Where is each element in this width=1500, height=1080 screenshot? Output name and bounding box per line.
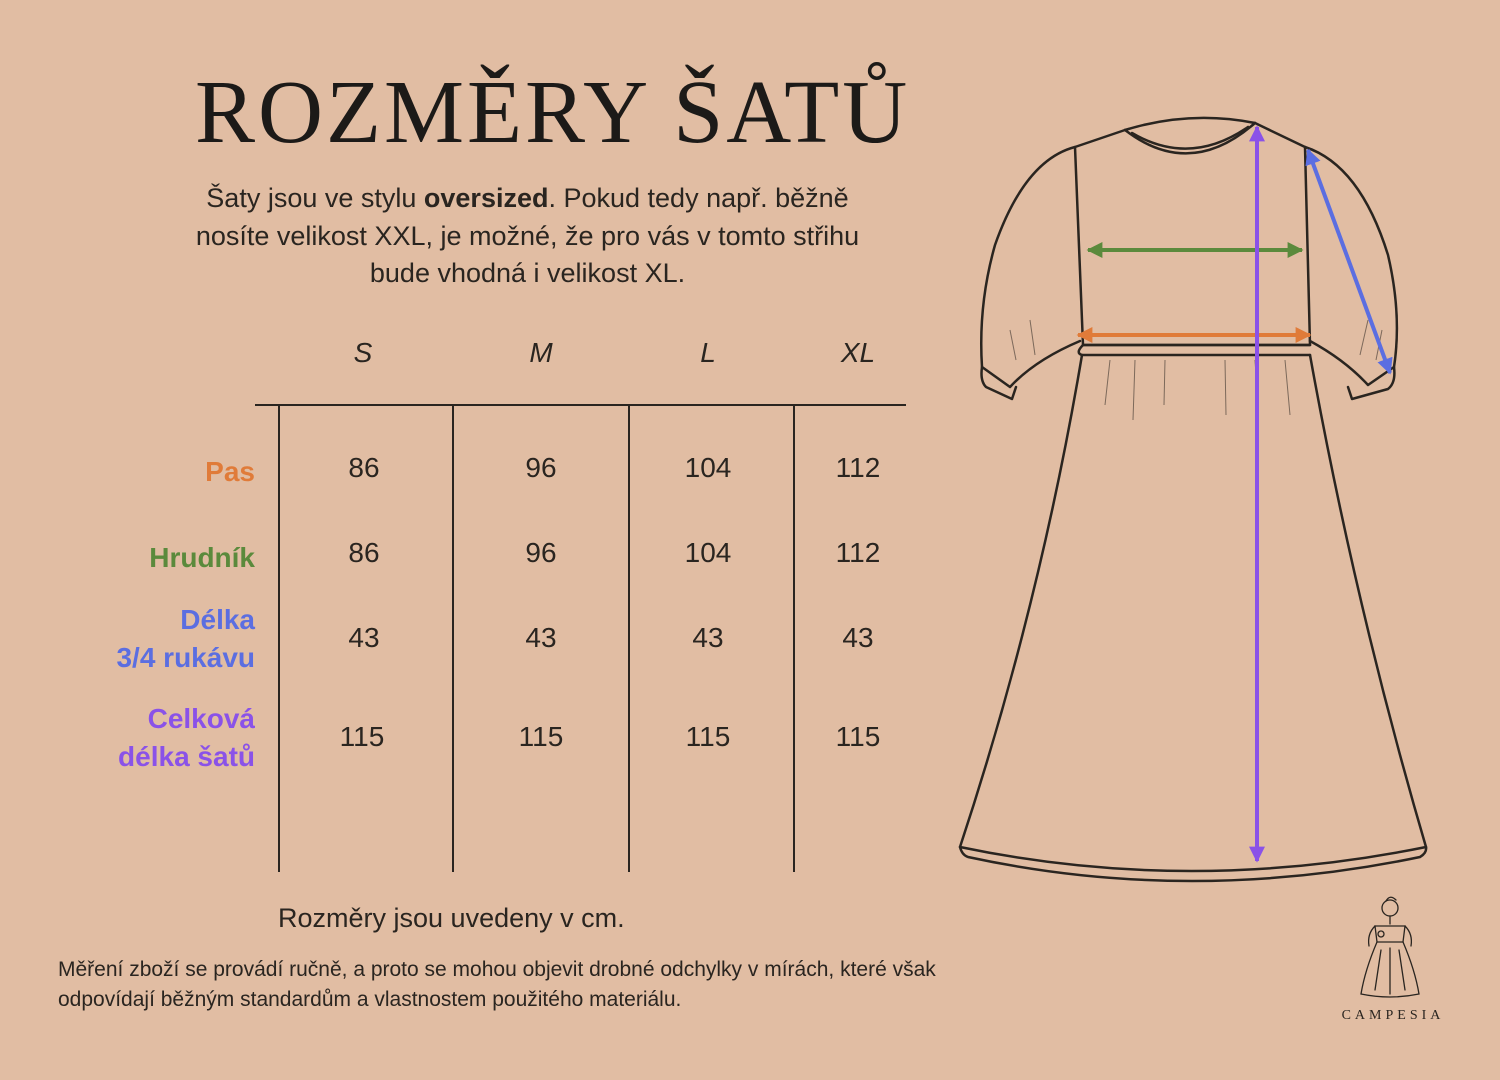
table-cell: 104 — [684, 537, 732, 568]
row-label-pas-text: Pas — [205, 456, 255, 487]
row-label-total-length-line1: Celková — [147, 703, 255, 734]
table-header-divider — [255, 404, 906, 406]
row-label-total-length-line2: délka šatů — [118, 741, 255, 772]
table-cell: 86 — [348, 452, 380, 483]
row-label-sleeve-length-line2: 3/4 rukávu — [116, 642, 255, 673]
size-header-l: L — [700, 337, 716, 368]
table-cell: 96 — [525, 452, 557, 483]
table-cell: 115 — [339, 721, 385, 752]
table-cell: 104 — [684, 452, 732, 483]
table-cell: 112 — [835, 452, 881, 483]
units-note: Rozměry jsou uvedeny v cm. — [278, 903, 625, 933]
table-cell: 115 — [518, 721, 564, 752]
row-label-sleeve-length — [116, 601, 255, 677]
table-column-divider — [793, 404, 795, 872]
measurement-note: Měření zboží se provádí ručně, a proto se mohou objevit drobné odchylky v mírách, které však odpovídají běžným standardům a vlastnostem použitého materiálu. — [58, 958, 936, 1011]
table-cell: 43 — [348, 622, 380, 653]
size-header-xl: XL — [840, 337, 876, 368]
table-cell: 43 — [842, 622, 874, 653]
size-header-m: M — [529, 337, 553, 368]
campesia-logo-woman — [1355, 890, 1425, 1002]
table-column-divider — [278, 404, 280, 872]
intro-text — [175, 180, 880, 293]
row-label-hrudnik-text: Hrudník — [149, 542, 255, 573]
table-column-divider — [628, 404, 630, 872]
table-column-divider — [452, 404, 454, 872]
row-label-sleeve-length-line1: Délka — [180, 604, 255, 635]
row-label-hrudnik — [149, 539, 255, 577]
table-cell: 43 — [525, 622, 557, 653]
table-cell: 115 — [835, 721, 881, 752]
row-label-pas — [205, 453, 255, 491]
page-title: ROZMĚRY ŠATŮ — [195, 63, 911, 162]
dress-illustration — [950, 105, 1440, 885]
table-cell: 115 — [685, 721, 731, 752]
table-cell: 112 — [835, 537, 881, 568]
intro-text-start: Šaty jsou ve stylu — [206, 183, 424, 213]
row-label-total-length — [118, 700, 255, 776]
brand-name: CAMPESIA — [1341, 1008, 1445, 1023]
table-cell: 96 — [525, 537, 557, 568]
size-header-s: S — [353, 337, 373, 368]
intro-text-bold: oversized — [423, 183, 549, 213]
table-cell: 43 — [692, 622, 724, 653]
intro-text-end: . Pokud tedy např. běžně nosíte velikost XXL, je možné, že pro vás v tomto střihu bude vhodná i velikost XL. — [195, 183, 860, 288]
table-cell: 86 — [348, 537, 380, 568]
